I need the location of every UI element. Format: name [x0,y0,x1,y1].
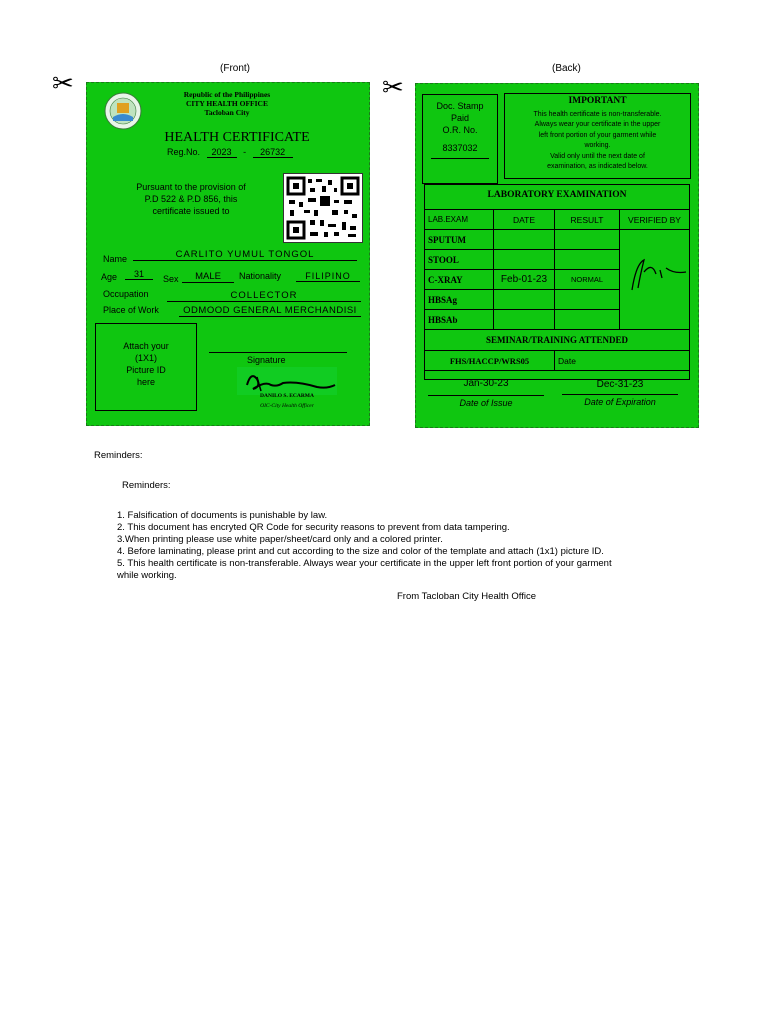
reg-year: 2023 [207,147,237,158]
lab-date: Feb-01-23 [494,270,555,290]
republic-text: Republic of the Philippines [183,90,271,99]
important-line: working. [584,142,611,149]
lab-date [494,310,555,330]
photo-box-line: Picture ID [126,365,166,375]
front-label: (Front) [220,63,250,74]
signature-area [237,367,337,395]
lab-title: LABORATORY EXAMINATION [487,190,627,200]
lab-row [425,230,690,250]
reminder-item: 4. Before laminating, please print and cut according to the size and color of the template and attach (1x1) picture ID. [117,546,604,557]
lab-header: LAB.EXAM [425,210,494,230]
lab-exam: HBSAb [425,310,494,330]
lab-exam: HBSAg [425,290,494,310]
reminder-item: 2. This document has encryted QR Code for security reasons to prevent from data tampering. [117,522,510,533]
officer-title: OIC-City Health Officer [260,403,314,409]
front-card [86,82,370,426]
reminders-heading-2: Reminders: [122,480,171,491]
pursuant-line: P.D 522 & P.D 856, this [144,194,238,204]
age-value: 31 [125,269,153,280]
important-line: examination, as indicated below. [547,163,648,170]
photo-box-line: Attach your [123,341,169,351]
doc-stamp-box [422,94,498,184]
reminder-item: 5. This health certificate is non-transferable. Always wear your certificate in the upper left front portion of your garment [117,558,612,569]
sex-value: MALE [182,271,234,283]
verifier-signature [626,254,690,294]
lab-result [555,250,620,270]
stamp-underline [431,158,489,159]
reg-dash: - [243,147,247,157]
seminar-date-label: Date [555,351,690,371]
age-label: Age [101,272,118,282]
important-line: left front portion of your garment while [538,131,657,139]
photo-box [95,323,197,411]
reminders-from: From Tacloban City Health Office [397,591,537,602]
lab-header-row [425,210,690,230]
reminders-heading: Reminders: [94,450,143,461]
seminar-row [425,351,690,371]
qr-code [283,173,363,243]
seminar-title-row [425,330,690,351]
reg-number: 26732 [253,147,293,158]
lab-header: VERIFIED BY [620,210,690,230]
lab-table [424,209,690,371]
lab-date [494,290,555,310]
lab-result [555,310,620,330]
or-number: 8337032 [442,143,478,153]
verified-signature-cell [620,230,690,330]
occupation-value: COLLECTOR [167,290,361,302]
certificate-title: HEALTH CERTIFICATE [164,130,310,145]
important-line: This health certificate is non-transferable. [533,110,662,118]
lab-exam: SPUTUM [425,230,494,250]
issue-label: Date of Issue [459,398,513,408]
photo-box-line: (1X1) [134,353,157,363]
expiry-date: Dec-31-23 [596,379,644,390]
lab-header: DATE [494,210,555,230]
important-box [504,93,691,179]
issue-date-line [428,395,544,396]
lab-result [555,230,620,250]
place-label: Place of Work [103,305,159,315]
city-text: Tacloban City [204,108,250,117]
lab-date [494,250,555,270]
name-value: CARLITO YUMUL TONGOL [133,249,357,261]
scissors-icon: ✂ [52,68,74,98]
reminder-item: while working. [117,570,177,581]
lab-header: RESULT [555,210,620,230]
seminar-item: FHS/HACCP/WRS05 [425,351,555,371]
office-text: CITY HEALTH OFFICE [186,99,268,108]
officer-name: DANILO S. ECARMA [260,393,314,399]
signature-line [209,352,347,353]
sex-label: Sex [163,274,179,284]
lab-result: NORMAL [555,270,620,290]
place-value: ODMOOD GENERAL MERCHANDISI [179,305,361,317]
reminder-item: 3.When printing please use white paper/sheet/card only and a colored printer. [117,534,443,545]
stamp-line: Paid [450,113,469,123]
stamp-line: Doc. Stamp [436,101,484,111]
lab-date [494,230,555,250]
expiry-label: Date of Expiration [584,397,656,407]
issue-date: Jan-30-23 [463,378,509,389]
city-seal-icon [103,91,143,131]
scissors-icon: ✂ [382,72,404,102]
lab-exam: C-XRAY [425,270,494,290]
reminder-item: 1. Falsification of documents is punishable by law. [117,510,328,521]
seminar-title: SEMINAR/TRAINING ATTENDED [425,330,690,351]
pursuant-line: certificate issued to [152,206,230,216]
nationality-label: Nationality [239,271,282,281]
handwritten-signature [237,367,337,395]
lab-result [555,290,620,310]
important-line: Always wear your certificate in the upper [534,121,661,128]
pursuant-text [117,181,265,217]
occupation-label: Occupation [103,289,149,299]
pursuant-line: Pursuant to the provision of [136,182,246,192]
back-label: (Back) [552,63,581,74]
name-label: Name [103,254,128,264]
reg-label: Reg.No. [167,147,201,157]
lab-exam: STOOL [425,250,494,270]
back-card [415,83,699,428]
signature-label: Signature [247,355,286,365]
expiry-date-line [562,394,678,395]
important-line: Valid only until the next date of [550,152,645,160]
photo-box-line: here [136,377,155,387]
important-title: IMPORTANT [568,96,627,106]
stamp-line: O.R. No. [442,125,478,135]
qr-code-icon [284,174,362,242]
reg-no [167,147,293,158]
nationality-value: FILIPINO [296,271,360,282]
